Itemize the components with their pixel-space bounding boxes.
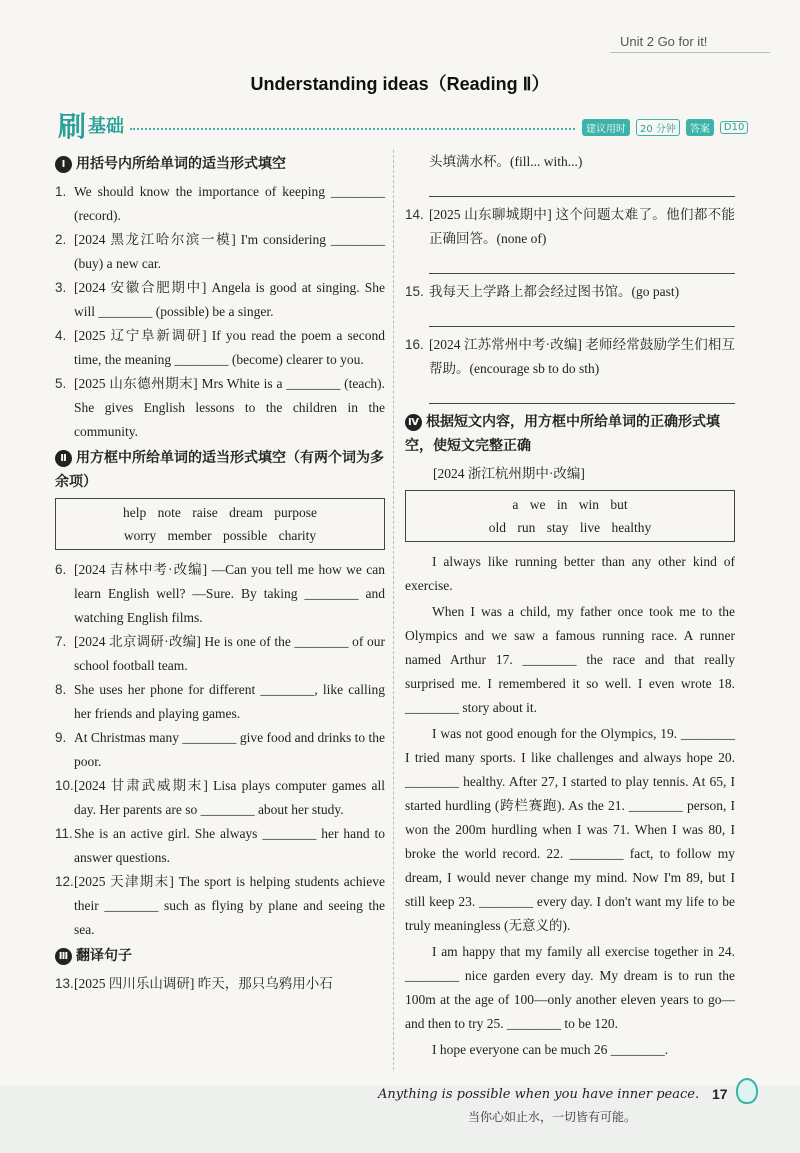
question-number: 6. bbox=[55, 562, 67, 577]
question-10 bbox=[55, 774, 385, 822]
question-number: 2. bbox=[55, 232, 67, 247]
question-5 bbox=[55, 372, 385, 444]
question-number: 14. bbox=[405, 207, 424, 222]
question-number: 5. bbox=[55, 376, 67, 391]
section-2-number: Ⅱ bbox=[55, 450, 72, 467]
question-number: 8. bbox=[55, 682, 67, 697]
question-text: She is an active girl. She always ________ her hand to answer questions. bbox=[74, 826, 385, 865]
passage-paragraph-5: I hope everyone can be much 26 ________. bbox=[432, 1042, 669, 1057]
question-number: 11. bbox=[55, 826, 73, 841]
question-number: 16. bbox=[405, 337, 424, 352]
question-12 bbox=[55, 870, 385, 942]
question-16 bbox=[405, 333, 735, 381]
passage-source: [2024 浙江杭州期中·改编] bbox=[433, 466, 585, 481]
question-4 bbox=[55, 324, 385, 372]
question-text: [2025 山东聊城期中] 这个问题太难了。他们都不能正确回答。(none of) bbox=[429, 207, 735, 246]
question-2 bbox=[55, 228, 385, 276]
word-box-2-row-1: help note raise dream purpose bbox=[123, 505, 317, 520]
question-13 bbox=[55, 972, 385, 996]
question-text: [2024 北京调研·改编] He is one of the ________ of our school football team. bbox=[74, 634, 385, 673]
passage-paragraph-3: I was not good enough for the Olympics, 19. ________ I tried many sports. I like challenges and always hope 20. ________ healthy. After 27, I started to play tennis. At 65, I started hurdling (跨栏赛跑). As the 21. ________ person, I won the 200m hurdling when I was 71. When I was 80, I broke the world record. 22. ________ fact, to follow my dream, I would never change my mind. Now I'm 89, but I still keep 23. ________ every day. I don't want my life to be truly meaningless (无意义的). bbox=[405, 726, 735, 933]
question-number: 15. bbox=[405, 284, 424, 299]
answer-line-13[interactable] bbox=[429, 174, 735, 197]
question-13-continued: 头填满水杯。(fill... with...) bbox=[429, 154, 583, 169]
answer-value: D10 bbox=[720, 121, 748, 134]
question-text: [2025 山东德州期末] Mrs White is a ________ (teach). She gives English lessons to the children in the community. bbox=[74, 376, 385, 439]
question-text: [2025 四川乐山调研] 昨天，那只乌鸦用小石 bbox=[74, 976, 333, 991]
section-4-title: 根据短文内容，用方框中所给单词的正确形式填空，使短文完整正确 bbox=[405, 414, 720, 454]
question-text: We should know the importance of keeping ________ (record). bbox=[74, 184, 385, 223]
header-divider bbox=[610, 52, 770, 53]
section-1-heading bbox=[55, 152, 385, 176]
word-box-4-row-1: a we in win but bbox=[512, 497, 628, 512]
question-7 bbox=[55, 630, 385, 678]
question-text: She uses her phone for different ________, like calling her friends and playing games. bbox=[74, 682, 385, 721]
answer-label: 答案 bbox=[686, 119, 714, 136]
question-text: [2025 天津期末] The sport is helping students achieve their ________ such as flying by plane and seeing the sea. bbox=[74, 874, 385, 937]
section-3-number: Ⅲ bbox=[55, 948, 72, 965]
answer-line-14[interactable] bbox=[429, 251, 735, 274]
answer-line-15[interactable] bbox=[429, 304, 735, 327]
question-6 bbox=[55, 558, 385, 630]
section-2-title: 用方框中所给单词的适当形式填空（有两个词为多余项） bbox=[55, 450, 384, 490]
answer-line-16[interactable] bbox=[429, 381, 735, 404]
badge-sub: 基础 bbox=[88, 116, 125, 137]
question-1 bbox=[55, 180, 385, 228]
word-box-2-row-2: worry member possible charity bbox=[123, 528, 317, 543]
left-column bbox=[55, 150, 385, 996]
question-text: [2024 吉林中考·改编] —Can you tell me how we can learn English well? —Sure. By taking ________ and watching English films. bbox=[74, 562, 385, 625]
question-text: [2024 甘肃武威期末] Lisa plays computer games all day. Her parents are so ________ about her study. bbox=[74, 778, 385, 817]
time-label: 建议用时 bbox=[582, 119, 630, 136]
section-3-heading bbox=[55, 944, 385, 968]
balloon-icon bbox=[736, 1078, 758, 1104]
section-1-title: 用括号内所给单词的适当形式填空 bbox=[76, 156, 286, 172]
question-text: [2024 江苏常州中考·改编] 老师经常鼓励学生们相互帮助。(encourage sb to do sth) bbox=[429, 337, 735, 376]
time-value: 20 分钟 bbox=[636, 119, 680, 136]
section-3-title: 翻译句子 bbox=[76, 948, 132, 964]
section-badge bbox=[58, 108, 124, 142]
word-box-4 bbox=[405, 490, 735, 542]
question-14 bbox=[405, 203, 735, 251]
question-3 bbox=[55, 276, 385, 324]
question-number: 10. bbox=[55, 778, 74, 793]
column-divider bbox=[393, 150, 394, 1070]
badge-main: 刷 bbox=[58, 110, 87, 143]
section-1-number: Ⅰ bbox=[55, 156, 72, 173]
question-8 bbox=[55, 678, 385, 726]
question-number: 12. bbox=[55, 874, 74, 889]
passage-paragraph-1: I always like running better than any other kind of exercise. bbox=[405, 554, 735, 593]
question-number: 13. bbox=[55, 976, 74, 991]
footer-motto-cn: 当你心如止水，一切皆有可能。 bbox=[468, 1110, 637, 1124]
time-info bbox=[582, 119, 748, 136]
section-4-heading bbox=[405, 410, 735, 458]
unit-tag: Unit 2 Go for it! bbox=[620, 34, 708, 49]
question-number: 1. bbox=[55, 184, 67, 199]
passage-paragraph-4: I am happy that my family all exercise together in 24. ________ nice garden every day. My dream is to run the 100m at the age of 100—only another eleven years to go—and then to try 25. ________ to be 120. bbox=[405, 944, 735, 1031]
badge-divider bbox=[130, 128, 575, 130]
question-number: 7. bbox=[55, 634, 67, 649]
footer-motto: Anything is possible when you have inner peace. bbox=[378, 1087, 700, 1102]
word-box-2 bbox=[55, 498, 385, 550]
question-text: [2024 黑龙江哈尔滨一模] I'm considering ________ (buy) a new car. bbox=[74, 232, 385, 271]
word-box-4-row-2: old run stay live healthy bbox=[488, 520, 652, 535]
page-title: Understanding ideas（Reading Ⅱ） bbox=[250, 74, 550, 94]
section-4-number: Ⅳ bbox=[405, 414, 422, 431]
question-number: 3. bbox=[55, 280, 67, 295]
question-number: 9. bbox=[55, 730, 67, 745]
question-text: 我每天上学路上都会经过图书馆。(go past) bbox=[429, 284, 680, 299]
section-2-heading bbox=[55, 446, 385, 494]
right-column bbox=[405, 150, 735, 1064]
question-number: 4. bbox=[55, 328, 67, 343]
question-text: At Christmas many ________ give food and drinks to the poor. bbox=[74, 730, 385, 769]
passage-paragraph-2: When I was a child, my father once took me to the Olympics and we saw a famous running race. A runner named Arthur 17. ________ the race and that really surprised me. I remembered it so well. I even wrote 18. ________ story about it. bbox=[405, 604, 735, 715]
question-text: [2024 安徽合肥期中] Angela is good at singing. She will ________ (possible) be a singer. bbox=[74, 280, 385, 319]
question-9 bbox=[55, 726, 385, 774]
question-11 bbox=[55, 822, 385, 870]
page-number: 17 bbox=[712, 1086, 728, 1102]
question-15 bbox=[405, 280, 735, 304]
question-text: [2025 辽宁阜新调研] If you read the poem a second time, the meaning ________ (become) clearer to you. bbox=[74, 328, 385, 367]
